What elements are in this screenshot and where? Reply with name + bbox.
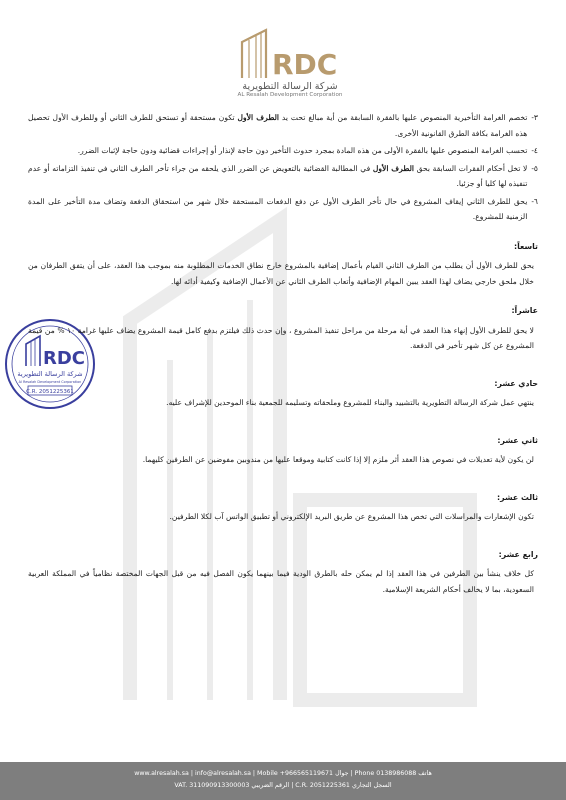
section-body: تكون الإشعارات والمراسلات التي تخص هذا المشروع عن طريق البريد الإلكتروني أو تطبيق الواتس آب لكلا الطرفين. (169, 512, 534, 521)
logo-initials: RDC (272, 48, 338, 80)
section-body: لا يحق للطرف الأول إنهاء هذا العقد في أية مرحلة من مراحل تنفيذ المشروع ، وإن حدث ذلك فيلتزم بدفع كامل قيمة المشروع يضاف عليها غرامة ١٠ % من قيمة المشروع عن كل شهر تأخير في الدفعة. (28, 325, 534, 350)
logo-english-name: AL Resalah Development Corporation (237, 92, 343, 98)
item-number: ٤- (531, 146, 538, 155)
section-body: يحق للطرف الأول أن يطلب من الطرف الثاني القيام بأعمال إضافية بالمشروع خارج نطاق الخدمات المطلوبة منه بموجب هذا العقد، على أن يتفق الطرفان من خلال ملحق خارجي يضاف لهذا العقد يبين المهام الإضافية وأتعاب الطرف الثاني عن الأعمال الإضافية وكيفية أدائه لها. (28, 261, 534, 286)
contract-content (28, 110, 538, 597)
item-text: يحق للطرف الثاني إيقاف المشروع في حال تأخر الطرف الأول عن دفع الدفعات المستحقة خلال شهر من استحقاق الدفعة وتضاف مدة التأخير على المدة الزمنية للمشروع. (28, 196, 528, 221)
stamp-initials: RDC (43, 348, 86, 369)
item-number: ٦- (531, 196, 538, 206)
stamp-cr: C.R. 2051225361 (26, 389, 74, 395)
party-name: الطرف الأول (372, 163, 415, 173)
company-logo (225, 28, 355, 106)
item-number: ٥- (531, 163, 538, 173)
item-text: لا تخل أحكام الفقرات السابقة بحق الطرف الأول في المطالبة القضائية بالتعويض عن الضرر الذي يلحقه من جراء تأخر الطرف الثاني في تنفيذ التزاماته أو عدم تنفيذه لها كليا أو جزئيا. (28, 163, 528, 188)
page-footer (0, 762, 566, 800)
stamp-english-name: Al Resalah Development Corporation (18, 380, 82, 384)
party-name: الطرف الأول (237, 113, 279, 122)
item-text: تخصم الغرامة التأخيرية المنصوص عليها بالفقرة السابقة من أية مبالغ تحت يد الطرف الأول تكون مستحقة أو تستحق للطرف الثاني أو وللطرف الأول تحصيل هذه الغرامة بكافة الطرق القانونية الأخرى. (28, 113, 528, 138)
item-text: تحسب الغرامة المنصوص عليها بالفقرة الأولى من هذه المادة بمجرد حدوث التأخير دون حاجة لإنذار أو إجراءات قضائية ودون حاجة لإثبات الضرر. (77, 146, 528, 155)
item-number: ٣- (531, 113, 538, 122)
logo-arabic-name: شركة الرسالة التطويرية (242, 81, 338, 92)
section-twelfth (28, 433, 538, 468)
section-title: ثالث عشر: (497, 492, 538, 502)
section-title: تاسعاً: (514, 241, 538, 251)
footer-registration-line: VAT. 311090913300003 الرقم الضريبي | C.R. 2051225361 السجل التجاري (174, 782, 392, 789)
svg-text:RDC (272, 48, 337, 80)
section-title: رابع عشر: (498, 549, 538, 559)
section-body: ينتهي عمل شركة الرسالة التطويرية بالتشييد والبناء للمشروع وملحقاته وتسليمه للجمعية بناء الموحدين للإشراف عليه. (166, 398, 534, 407)
section-title: حادي عشر: (494, 378, 538, 388)
rdc-logo-icon (230, 28, 350, 80)
numbered-item (28, 143, 538, 159)
section-eleventh (28, 376, 538, 411)
section-body: كل خلاف ينشأ بين الطرفين في هذا العقد إذا لم يمكن حله بالطرق الودية فيما بينهما يكون الفصل فيه من قبل الجهات المختصة نظامياً في المملكة العربية السعودية، بما لا يخالف أحكام الشريعة الإسلامية. (28, 569, 534, 594)
numbered-item (28, 194, 538, 225)
section-fourteenth (28, 547, 538, 598)
stamp-arabic-name: شركة الرسالة التطويرية (17, 370, 83, 378)
section-title: عاشراً: (511, 306, 538, 315)
section-title: ثاني عشر: (497, 435, 538, 445)
section-body: لن يكون لأية تعديلات في نصوص هذا العقد أثر ملزم إلا إذا كانت كتابية وموقعا عليها من مندوبين مفوضين عن الطرفين كليهما. (142, 455, 534, 464)
numbered-item (28, 110, 538, 141)
section-thirteenth (28, 490, 538, 525)
footer-contact-line: www.alresalah.sa | info@alresalah.sa | Mobile +966565119671 جوال | Phone 0138986088 هاتف (134, 770, 432, 777)
numbered-item (28, 161, 538, 192)
section-tenth (28, 303, 538, 354)
section-ninth (28, 239, 538, 290)
